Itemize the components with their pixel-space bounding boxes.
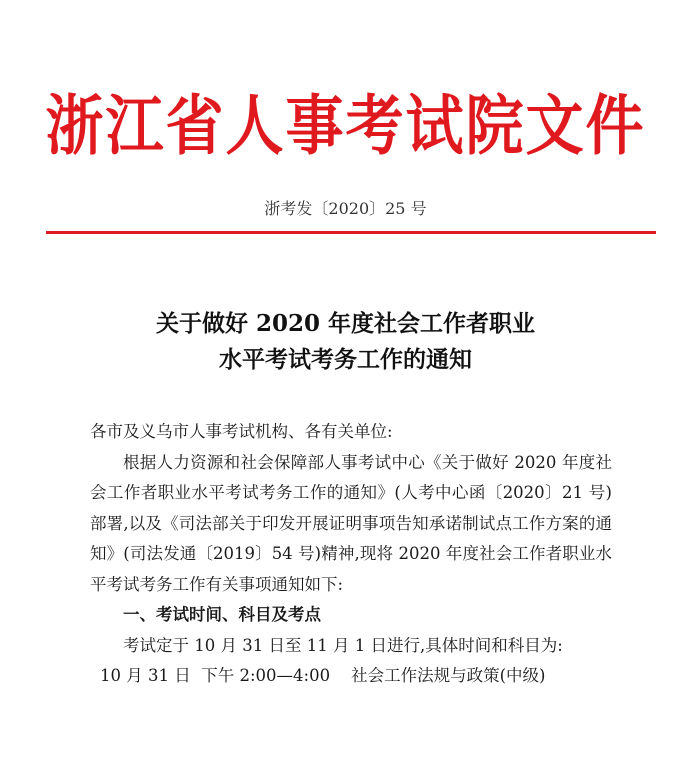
salutation: 各市及义乌市人事考试机构、各有关单位: [90, 422, 393, 441]
schedule-row [90, 661, 612, 692]
schedule-subject: 社会工作法规与政策(中级) [351, 666, 546, 685]
red-divider-line [46, 231, 656, 234]
section-heading-1: 一、考试时间、科目及考点 [123, 605, 321, 624]
notice-body [90, 417, 612, 692]
schedule-date: 10 月 31 日 [100, 666, 191, 685]
exam-date-paragraph: 考试定于 10 月 31 日至 11 月 1 日进行,具体时间和科目为: [123, 635, 563, 655]
notice-title [0, 306, 691, 378]
document-number: 浙考发〔2020〕25 号 [264, 199, 427, 218]
schedule-time: 下午 2:00—4:00 [201, 666, 331, 685]
document-masthead-title: 浙江省人事考试院文件 [45, 87, 646, 164]
intro-paragraph: 根据人力资源和社会保障部人事考试中心《关于做好 2020 年度社会工作者职业水平考试考务工作的通知》(人考中心函〔2020〕21 号)部署,以及《司法部关于印发开展证明事项告知承诺制试点工作方案的通知》(司法发通〔2019〕54 号)精神,现将 2020 年度社会工作者职业水平考试考务工作有关事项通知如下: [90, 452, 612, 594]
notice-title-line-2: 水平考试考务工作的通知 [219, 346, 472, 373]
notice-title-line-1: 关于做好 2020 年度社会工作者职业 [155, 310, 536, 337]
